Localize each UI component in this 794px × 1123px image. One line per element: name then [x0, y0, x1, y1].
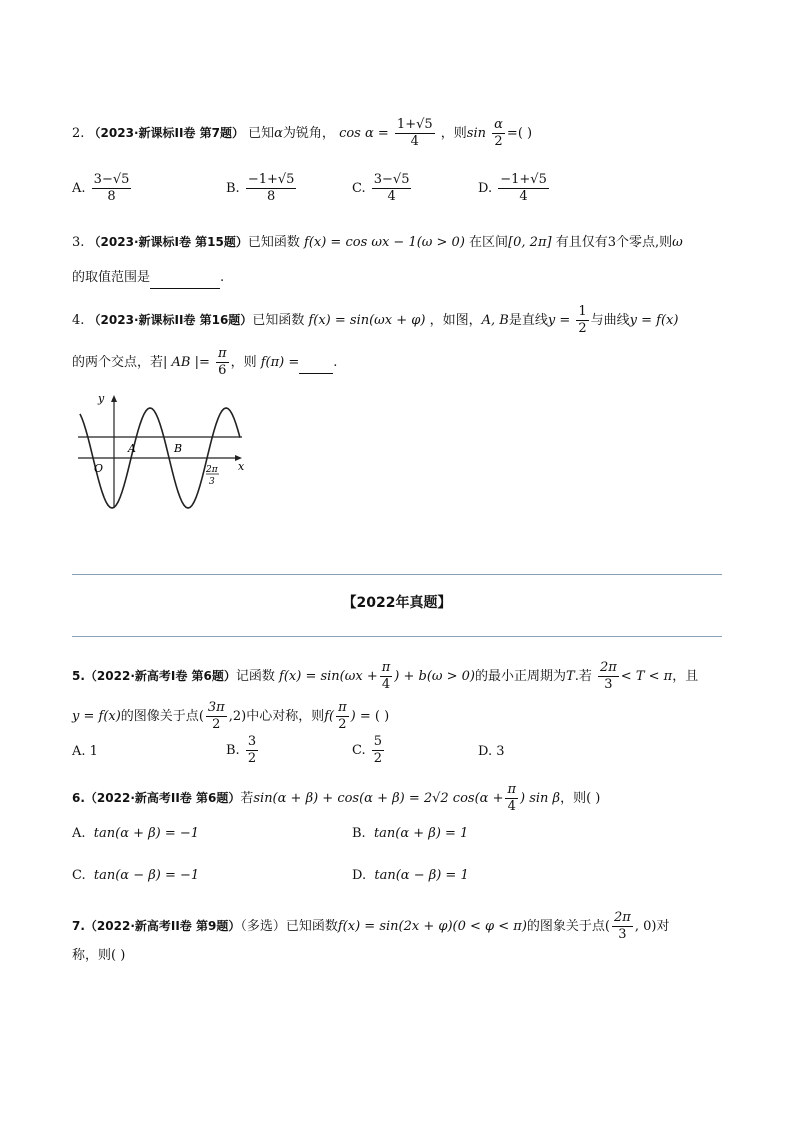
point-b-label: B — [174, 442, 183, 455]
fraction-numerator: 2π — [614, 910, 631, 925]
fraction-numerator: π — [218, 346, 227, 361]
sin-expression: sin — [466, 126, 486, 141]
option-label: B. — [226, 181, 240, 196]
fraction-denominator: 6 — [218, 363, 227, 378]
option-fraction — [498, 172, 549, 205]
q5-stem — [72, 660, 698, 693]
option-expression: tan(α + β) = −1 — [93, 826, 200, 841]
tick-label-numerator: 2π — [206, 465, 218, 475]
q5-text: 的图像关于点 — [120, 709, 199, 724]
q4-function: f(x) = sin(ωx + φ) — [308, 313, 426, 328]
q5-answer-paren: ( ) — [374, 709, 390, 724]
fraction-numerator: 1 — [578, 304, 587, 319]
fraction-denominator: 8 — [107, 189, 116, 204]
q2-text: ，则 — [440, 126, 467, 141]
q5-text: ( — [198, 709, 204, 724]
q6-expression: ) sin β — [520, 791, 561, 806]
tick-label-denominator: 3 — [209, 477, 215, 487]
q7-stem — [72, 910, 669, 943]
option-expression: tan(α − β) = −1 — [93, 868, 200, 883]
q7-text: , 0) — [634, 919, 657, 934]
alpha-symbol: α — [274, 126, 283, 141]
y-axis-label: y — [98, 392, 105, 405]
q7-number: 7. — [72, 919, 85, 933]
q7-point-fraction — [612, 910, 633, 943]
option-label: C. — [352, 743, 366, 758]
q3-function: f(x) = cos ωx − 1(ω > 0) — [304, 235, 465, 250]
q5-text: ,2) — [228, 709, 247, 724]
q6-option-b[interactable] — [352, 826, 468, 841]
q5-inequality: < T < π — [620, 669, 673, 684]
q6-expression: sin(α + β) + cos(α + β) = 2√2 cos(α + — [253, 791, 504, 806]
q5-text: ) = — [350, 709, 371, 724]
q3-text: 已知函数 — [247, 235, 300, 250]
q6-stem — [72, 782, 600, 815]
origin-label: O — [94, 462, 104, 475]
option-label: B. — [352, 826, 366, 841]
option-label: B. — [226, 743, 240, 758]
q3-text: 有且仅有3个零点,则 — [555, 235, 673, 250]
fraction-numerator: α — [494, 117, 503, 132]
fraction-denominator: 2 — [212, 717, 221, 732]
q2-number: 2. — [72, 126, 85, 141]
fraction-denominator: 3 — [604, 677, 613, 692]
q6-number: 6. — [72, 791, 85, 805]
q4-text: ，则 — [230, 355, 257, 370]
section-rule-bottom — [72, 636, 722, 637]
option-label: A. — [72, 181, 86, 196]
q4-stem — [72, 304, 678, 337]
q2-option-c[interactable] — [352, 172, 413, 205]
q6-text: 若 — [240, 791, 254, 806]
q2-cos-fraction — [395, 117, 435, 150]
q6-option-c[interactable] — [72, 868, 199, 883]
q7-text: ( — [604, 919, 610, 934]
q4-sine-graph — [74, 388, 250, 514]
q3-number: 3. — [72, 235, 85, 250]
q3-interval: [0, 2π] — [508, 235, 552, 250]
q5-text: 中心对称，则 — [246, 709, 325, 724]
fraction-numerator: 5 — [373, 734, 383, 749]
x-axis-label: x — [238, 460, 245, 473]
q2-option-b[interactable] — [226, 172, 298, 205]
option-fraction — [372, 172, 412, 205]
q5-function: ) + b(ω > 0) — [394, 669, 475, 684]
q7-text: 已知函数 — [285, 919, 338, 934]
q4-source: （2023·新课标II卷 第16题） — [88, 313, 253, 327]
fraction-numerator: π — [507, 782, 517, 797]
q6-pi-fraction — [505, 782, 518, 815]
q7-text: 称，则( ) — [72, 948, 126, 963]
fraction-numerator: π — [381, 660, 391, 675]
q7-text: 对 — [656, 919, 670, 934]
q5-text: 记函数 — [235, 669, 275, 684]
q2-option-d[interactable] — [478, 172, 551, 205]
option-value: 3 — [496, 744, 505, 759]
fraction-numerator: 3−√5 — [373, 172, 410, 187]
q3-line2 — [72, 268, 224, 289]
y-axis-arrow — [111, 395, 117, 402]
q6-option-d[interactable] — [352, 868, 469, 883]
q7-source: （2022·新高考II卷 第9题） — [84, 919, 241, 933]
q4-text: 已知函数 — [252, 313, 305, 328]
q5-text: f( — [324, 709, 335, 724]
option-fraction — [246, 172, 297, 205]
fraction-denominator: 4 — [381, 677, 391, 692]
q4-ab-abs: | AB |= — [163, 355, 210, 370]
q5-text: 的最小正周期为 — [475, 669, 567, 684]
q5-source: （2022·新高考I卷 第6题） — [84, 669, 236, 683]
q7-function: f(x) = sin(2x + φ)(0 < φ < π) — [337, 919, 527, 934]
q3-text: . — [220, 270, 225, 285]
q6-source: （2022·新高考II卷 第6题） — [84, 791, 241, 805]
q5-option-b[interactable] — [226, 734, 260, 767]
q4-half-fraction — [576, 304, 588, 337]
fraction-denominator: 2 — [578, 321, 587, 336]
q5-text: .若 — [574, 669, 592, 684]
q5-point-fraction — [206, 700, 227, 733]
q4-f-pi: f(π) = — [260, 355, 300, 370]
option-value: 1 — [89, 744, 98, 759]
fraction-denominator: 2 — [494, 134, 503, 149]
q4-text: 是直线 — [508, 313, 548, 328]
q7-text: 的图象关于点 — [526, 919, 605, 934]
fraction-denominator: 2 — [338, 717, 347, 732]
cos-expression: cos α = — [339, 126, 389, 141]
q4-pi-fraction — [216, 346, 229, 379]
q4-text: 与曲线 — [590, 313, 630, 328]
option-label: A. — [72, 744, 86, 759]
q5-option-d[interactable] — [478, 744, 505, 759]
fraction-denominator: 4 — [410, 134, 419, 149]
q5-option-c[interactable] — [352, 734, 386, 767]
q2-stem — [72, 117, 532, 150]
omega-symbol: ω — [672, 235, 683, 250]
fraction-denominator: 4 — [507, 799, 516, 814]
q4-text: . — [333, 355, 338, 370]
q2-text: 已知 — [248, 126, 275, 141]
fraction-numerator: 3π — [207, 700, 225, 715]
q6-option-a[interactable] — [72, 826, 199, 841]
q2-source: （2023·新课标II卷 第7题） — [88, 126, 244, 140]
q4-number: 4. — [72, 313, 85, 328]
q5-number: 5. — [72, 669, 85, 683]
q4-line-eq: y = — [547, 313, 571, 328]
option-label: D. — [478, 181, 493, 196]
q3-text: 的取值范围是 — [72, 270, 151, 285]
option-label: C. — [72, 868, 86, 883]
q3-text: 在区间 — [469, 235, 509, 250]
fraction-denominator: 4 — [387, 189, 396, 204]
fraction-numerator: −1+√5 — [247, 172, 295, 187]
option-fraction — [246, 734, 258, 767]
q2-text: =( ) — [506, 126, 533, 141]
fraction-numerator: 3 — [247, 734, 257, 749]
q5-pi-fraction — [380, 660, 393, 693]
q4-text: ，如图， — [429, 313, 482, 328]
q4-curve: y = f(x) — [629, 313, 679, 328]
q2-text: 为锐角， — [282, 126, 335, 141]
option-fraction — [372, 734, 384, 767]
section-title: 【2022年真题】 — [342, 595, 452, 611]
section-rule-top — [72, 574, 722, 575]
q4-answer-blank[interactable] — [299, 353, 333, 374]
fraction-denominator: 2 — [373, 751, 383, 766]
option-fraction — [92, 172, 132, 205]
option-expression: tan(α + β) = 1 — [373, 826, 469, 841]
q5-t-fraction — [598, 660, 619, 693]
q4-line2 — [72, 346, 337, 379]
q5-function: y = f(x) — [72, 709, 121, 724]
option-label: D. — [352, 868, 367, 883]
fraction-denominator: 8 — [267, 189, 276, 204]
q7-tag: （多选） — [240, 919, 286, 934]
q4-text: 的两个交点，若 — [72, 355, 164, 370]
q5-text: ，且 — [672, 669, 699, 684]
q3-source: （2023·新课标I卷 第15题） — [88, 235, 248, 249]
q2-sin-fraction — [492, 117, 505, 150]
fraction-numerator: 3−√5 — [93, 172, 130, 187]
q3-stem — [72, 232, 683, 253]
option-label: A. — [72, 826, 86, 841]
option-label: D. — [478, 744, 493, 759]
q5-period: T — [566, 669, 575, 684]
fraction-numerator: π — [338, 700, 347, 715]
q5-f-fraction — [336, 700, 349, 733]
option-expression: tan(α − β) = 1 — [374, 868, 469, 883]
fraction-denominator: 3 — [618, 927, 627, 942]
point-a-label: A — [128, 442, 136, 455]
fraction-numerator: 2π — [599, 660, 617, 675]
q6-text: ，则( ) — [560, 791, 601, 806]
fraction-numerator: 1+√5 — [396, 117, 433, 132]
option-label: C. — [352, 181, 366, 196]
q7-line2 — [72, 946, 125, 966]
q5-line2 — [72, 700, 389, 733]
q5-option-a[interactable] — [72, 744, 98, 759]
q3-answer-blank[interactable] — [150, 268, 220, 289]
q2-option-a[interactable] — [72, 172, 133, 205]
fraction-denominator: 2 — [247, 751, 257, 766]
q4-points: A, B — [481, 313, 509, 328]
fraction-numerator: −1+√5 — [500, 172, 547, 187]
fraction-denominator: 4 — [519, 189, 528, 204]
q5-function: f(x) = sin(ωx + — [279, 669, 378, 684]
